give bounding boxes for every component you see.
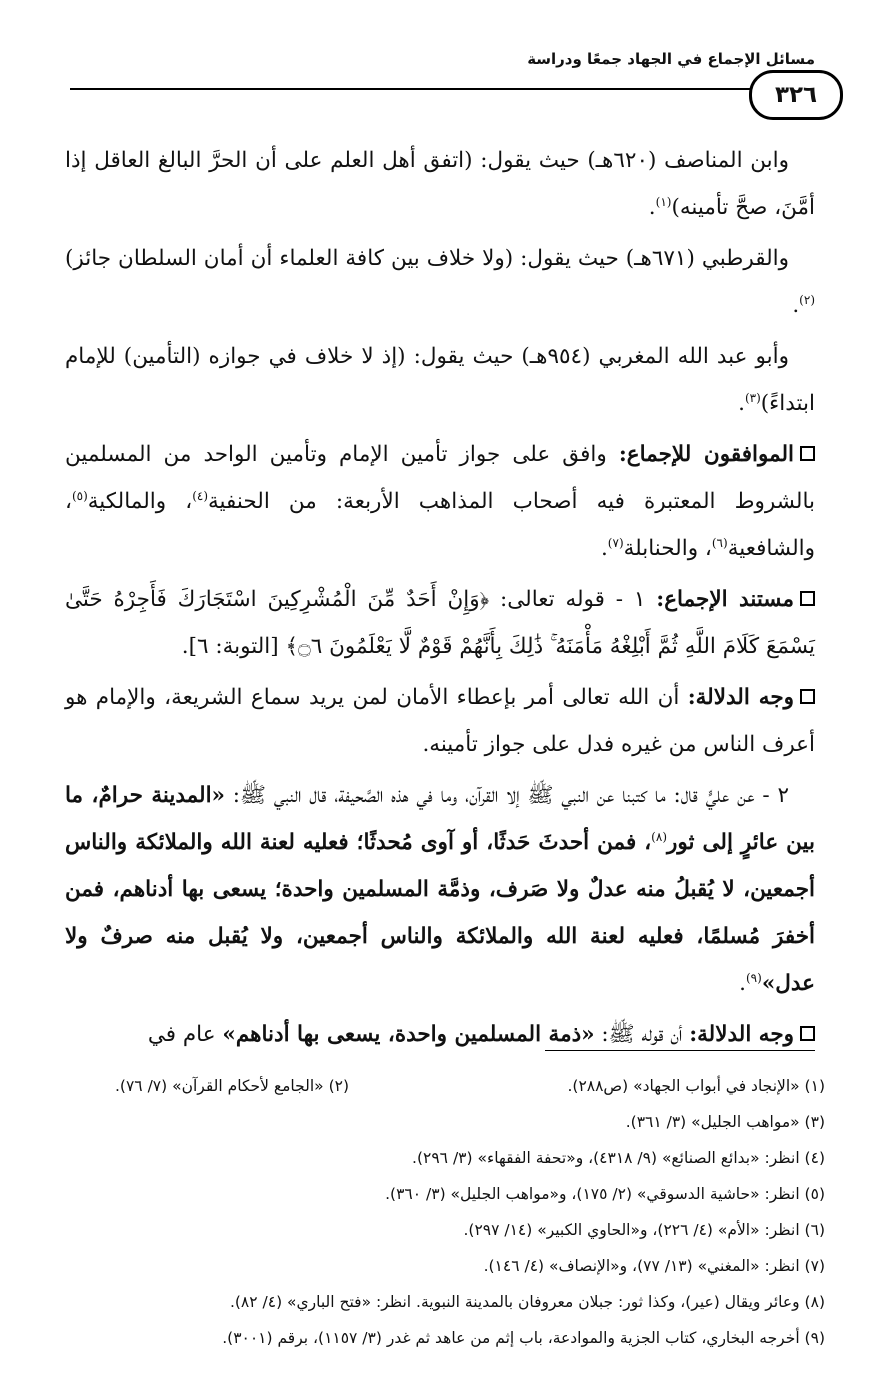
- header-rule: [70, 88, 757, 90]
- footnote-ref: (٣): [744, 390, 761, 405]
- paragraph-text: ، والمالكية: [87, 489, 193, 514]
- square-bullet-icon: [800, 1026, 815, 1041]
- paragraph-text: وافق على جواز تأمين الإمام وتأمين الواحد من المسلمين بالشروط المعتبرة فيه أصحاب المذاهب الأربعة: من الحنفية: [65, 442, 815, 514]
- footnote-row: [45, 1248, 825, 1284]
- footnote-row: [45, 1320, 825, 1356]
- footnote-ref: (٤): [192, 488, 209, 503]
- footnote-3: (٣) «مواهب الجليل» (٣/ ٣٦١).: [625, 1113, 825, 1131]
- footnote-ref: (٧): [607, 535, 624, 550]
- footnote-7: (٧) انظر: «المغني» (١٣/ ٧٧)، و«الإنصاف» (٤/ ١٤٦).: [483, 1257, 825, 1275]
- footnote-8: (٨) وعائر ويقال (عير)، وكذا ثور: جبلان معروفان بالمدينة النبوية. انظر: «فتح الباري» (٤/ ٨٢).: [229, 1293, 825, 1311]
- paragraph-text: أن الله تعالى أمر بإعطاء الأمان لمن يريد سماع الشريعة، والإمام هو أعرف الناس من غيره فدل على جواز تأمينه.: [65, 685, 815, 757]
- paragraph-ibn-almunasif: وابن المناصف (٦٢٠هـ) حيث يقول: (اتفق أهل العلم على أن الحرَّ البالغ العاقل إذا أمَّنَ، صحَّ تأمينه)$^{(١)}$.: [65, 148, 815, 220]
- footnote-row: [45, 1212, 825, 1248]
- footnote-4: (٤) انظر: «بدائع الصنائع» (٩/ ٤٣١٨)، و«تحفة الفقهاء» (٣/ ٢٩٦).: [412, 1149, 825, 1167]
- footnote-5: (٥) انظر: «حاشية الدسوقي» (٢/ ١٧٥)، و«مواهب الجليل» (٣/ ٣٦٠).: [385, 1185, 825, 1203]
- footnote-ref: (٦): [711, 535, 728, 550]
- section-heading: مستند الإجماع:: [656, 587, 794, 612]
- footnote-row: [45, 1284, 825, 1320]
- page-number: ٣٢٦: [749, 70, 843, 120]
- paragraph-evidence: [65, 576, 815, 670]
- footnote-ref: (٨): [651, 829, 667, 844]
- paragraph-maghribi: وأبو عبد الله المغربي (٩٥٤هـ) حيث يقول: (إذ لا خلاف في جوازه (التأمين) للإمام ابتداءً)$^{(٣)}$.: [65, 344, 815, 416]
- footnote-ref: (٢): [799, 292, 815, 307]
- square-bullet-icon: [800, 446, 815, 461]
- footnote-rule: [545, 1050, 815, 1051]
- section-heading: وجه الدلالة:: [689, 1022, 794, 1047]
- footnote-row: [45, 1104, 825, 1140]
- paragraph-text: ١ - قوله تعالى:: [489, 587, 657, 612]
- paragraph-text: ، والحنابلة: [623, 536, 712, 561]
- paragraph-text: وابن المناصف (٦٢٠هـ) حيث يقول: (اتفق أهل العلم على أن الحرَّ البالغ العاقل إذا أمَّنَ، صحَّ تأمينه): [65, 148, 815, 220]
- paragraph-hadith: ٢ - عن عليٍّ قال: ما كتبنا عن النبي ﷺ إلا القرآن، وما في هذه الصَّحيفة، قال النبي ﷺ: «المدينة حرامٌ، ما بين عائرٍ إلى ثور$^{(٨)}$، فمن أحدثَ حَدثًا، أو آوى مُحدثًا؛ فعليه لعنة الله والملائكة والناس أجمعين، لا يُقبلُ منه عدلٌ ولا صَرف، وذمَّة المسلمين واحدة؛ يسعى بها أدناهم، فمن أخفرَ مُسلمًا، فعليه لعنة الله والملائكة والناس أجمعين، ولا يُقبل منه صرفٌ ولا عدل»$^{(٩)}$.: [65, 783, 816, 996]
- paragraph-text: ٢ - عن عليٍّ قال: ما كتبنا عن النبي ﷺ إلا القرآن، وما في هذه الصَّحيفة، قال النبي ﷺ:: [225, 783, 789, 808]
- footnote-9: (٩) أخرجه البخاري، كتاب الجزية والموادعة، باب إثم من عاهد ثم غدر (٣/ ١١٥٧)، برقم (٣٠٠١).: [222, 1329, 825, 1347]
- footnote-1: (١) «الإنجاد في أبواب الجهاد» (ص٢٨٨).: [567, 1077, 825, 1095]
- hadith-text: «المدينة حرامٌ، ما بين عائرٍ إلى ثور: [65, 783, 816, 855]
- paragraph-text: وأبو عبد الله المغربي (٩٥٤هـ) حيث يقول: (إذ لا خلاف في جوازه (التأمين) للإمام ابتداءً): [65, 344, 815, 416]
- square-bullet-icon: [800, 591, 815, 606]
- footnote-row: [45, 1068, 825, 1104]
- footnote-ref: (١): [655, 194, 672, 209]
- paragraph-text: ، والشافعية: [65, 489, 815, 561]
- footnote-ref: (٥): [71, 488, 88, 503]
- footnote-row: [45, 1140, 825, 1176]
- paragraph-consenters: الموافقون للإجماع: وافق على جواز تأمين الإمام وتأمين الواحد من المسلمين بالشروط المعتبرة فيه أصحاب المذاهب الأربعة: من الحنفية$^{(٤)}$، والمالكية$^{(٥)}$، والشافعية$^{(٦)}$، والحنابلة$^{(٧)}$.: [65, 442, 815, 561]
- paragraph-qurtubi: والقرطبي (٦٧١هـ) حيث يقول: (ولا خلاف بين كافة العلماء أن أمان السلطان جائز)$^{(٢)}$.: [65, 246, 815, 318]
- paragraph-inference-1: [65, 674, 815, 768]
- main-text: [65, 137, 815, 1062]
- footnote-ref: (٩): [745, 970, 762, 985]
- paragraph-text: أن قوله ﷺ:: [594, 1022, 690, 1047]
- hadith-text: ، فمن أحدثَ حَدثًا، أو آوى مُحدثًا؛ فعليه لعنة الله والملائكة والناس أجمعين، لا يُقبلُ منه عدلٌ ولا صَرف، وذمَّة المسلمين واحدة؛ يسعى بها أدناهم، فمن أخفرَ مُسلمًا، فعليه لعنة الله والملائكة والناس أجمعين، ولا يُقبل منه صرفٌ ولا عدل»: [65, 830, 815, 996]
- footnote-2: (٢) «الجامع لأحكام القرآن» (٧/ ٧٦).: [115, 1077, 350, 1095]
- paragraph-text: والقرطبي (٦٧١هـ) حيث يقول: (ولا خلاف بين كافة العلماء أن أمان السلطان جائز): [65, 246, 789, 271]
- running-title: مسائل الإجماع في الجهاد جمعًا ودراسة: [527, 50, 815, 68]
- section-heading: وجه الدلالة:: [687, 685, 794, 710]
- hadith-text: «ذمة المسلمين واحدة، يسعى بها أدناهم»: [222, 1022, 595, 1047]
- footnotes: [45, 1068, 825, 1356]
- paragraph-text: عام في: [147, 1022, 223, 1047]
- section-heading: الموافقون للإجماع:: [618, 442, 795, 467]
- quran-verse: ﴿وَإِنْ أَحَدٌ مِّنَ الْمُشْرِكِينَ اسْتَجَارَكَ فَأَجِرْهُ حَتَّىٰ يَسْمَعَ كَلَامَ اللَّهِ ثُمَّ أَبْلِغْهُ مَأْمَنَهُ ۚ ذَٰلِكَ بِأَنَّهُمْ قَوْمٌ لَّا يَعْلَمُونَ ۝٦﴾: [65, 587, 815, 659]
- square-bullet-icon: [800, 689, 815, 704]
- footnote-row: [45, 1176, 825, 1212]
- verse-citation: [التوبة: ٦].: [181, 634, 286, 659]
- footnote-6: (٦) انظر: «الأم» (٤/ ٢٢٦)، و«الحاوي الكبير» (١٤/ ٢٩٧).: [463, 1221, 825, 1239]
